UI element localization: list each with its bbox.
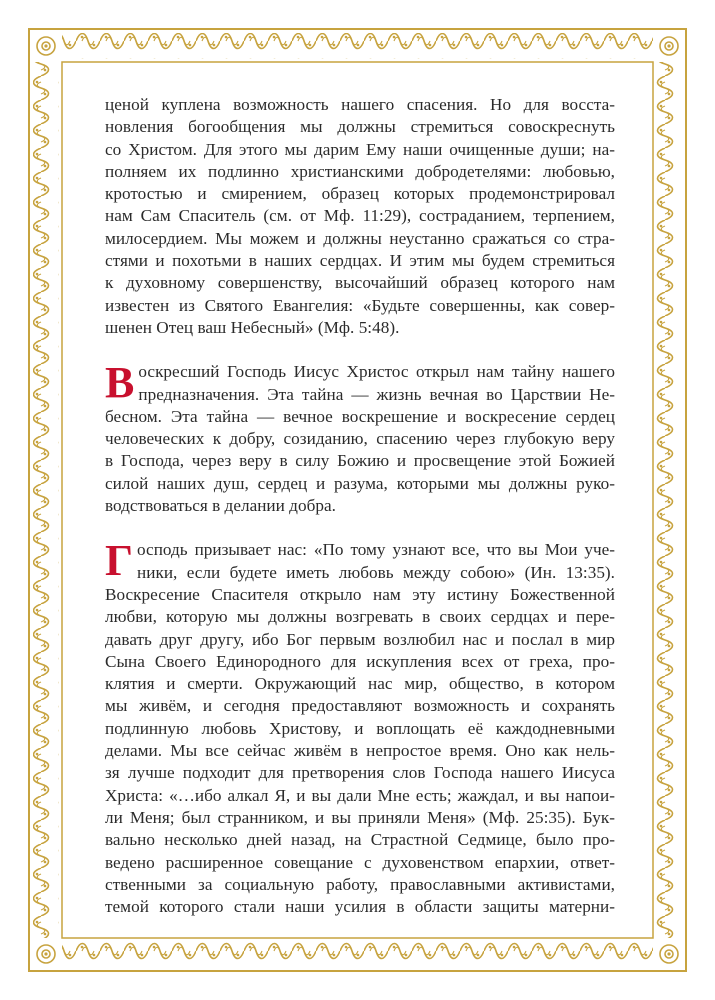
text-line: подлинную любовь Христову, и воплощать её каждодневными <box>105 718 615 738</box>
text-line: мы живём, и сегодня предоставляют возможность и сохранять <box>105 696 615 716</box>
text-line: полняем их подлинно христианскими добродетелями: любовью, <box>105 161 615 181</box>
text-line: давать друг другу, ибо Бог первым возлюбил нас и послал в мир <box>105 629 615 649</box>
text-line: ники, если будете иметь любовь между собою» (Ин. 13:35). <box>137 562 615 582</box>
text-line: любви, которую мы должны возгревать в своих сердцах и пере- <box>105 607 615 627</box>
text-line: зя лучше подходит для претворения слов Господа нашего Иисуса <box>105 763 615 783</box>
text-line: ценой куплена возможность нашего спасения. Но для восста- <box>105 95 615 114</box>
text-line: осподь призывает нас: «По тому узнают все, что вы Мои уче- <box>137 540 615 560</box>
text-line: человеческих к добру, созиданию, спасению через глубокую веру <box>105 429 615 449</box>
drop-cap: В <box>105 358 135 408</box>
paragraph-2 <box>105 358 615 517</box>
text-line: бесном. Эта тайна — вечное воскрешение и воскресение сердец <box>105 406 615 426</box>
text-line: темой которого стали наши усилия в области защиты матерни- <box>105 897 615 917</box>
paragraph-1 <box>105 94 615 339</box>
text-line: шенен Отец ваш Небесный» (Мф. 5:48). <box>105 317 400 337</box>
drop-cap: Г <box>105 536 134 586</box>
text-line: предназначения. Эта тайна — жизнь вечная во Царствии Не- <box>138 384 615 404</box>
text-line: милосердием. Мы можем и должны неустанно сражаться со стра- <box>105 228 615 248</box>
article-text <box>105 94 615 918</box>
text-line: ведено расширенное совещание с духовенством епархии, ответ- <box>105 852 615 872</box>
text-line: вально несколько дней назад, на Страстной Седмице, было про- <box>105 830 615 850</box>
text-line: новления богообщения мы должны стремиться совоскреснуть <box>105 117 615 137</box>
text-line: ственными за социальную работу, православными активистами, <box>105 874 615 894</box>
text-line: водствоваться в делании добра. <box>105 496 336 516</box>
text-line: нам Сам Спаситель (см. от Мф. 11:29), состраданием, терпением, <box>105 206 615 226</box>
text-line: кротостью и смирением, образец которых продемонстрировал <box>105 184 615 204</box>
text-line: со Христом. Для этого мы дарим Ему наши очищенные души; на- <box>105 139 615 159</box>
text-line: стями и похотьми в наших сердцах. И этим мы будем стремиться <box>105 251 615 271</box>
text-line: известен из Святого Евангелия: «Будьте совершенны, как совер- <box>105 295 615 315</box>
text-line: оскресший Господь Иисус Христос открыл нам тайну нашего <box>138 362 615 382</box>
paragraph-3 <box>105 536 615 918</box>
text-line: к духовному совершенству, высочайший образец которого нам <box>105 273 615 293</box>
text-line: делами. Мы все сейчас живём в непростое время. Оно как нель- <box>105 741 615 761</box>
text-line: ли Меня; был странником, и вы приняли Меня» (Мф. 25:35). Бук- <box>105 807 615 827</box>
text-line: клятия и смерти. Окружающий нас мир, общество, в котором <box>105 674 615 694</box>
text-line: силой наших душ, сердец и разума, которыми мы должны руко- <box>105 473 615 493</box>
text-line: Воскресение Спасителя открыло нам эту истину Божественной <box>105 584 615 604</box>
text-line: Христа: «…ибо алкал Я, и вы дали Мне есть; жаждал, и вы напои- <box>105 785 615 805</box>
text-line: Сына Своего Единородного для искупления всех от греха, про- <box>105 651 615 671</box>
text-line: в Господа, через веру в силу Божию и просвещение этой Божией <box>105 451 615 471</box>
